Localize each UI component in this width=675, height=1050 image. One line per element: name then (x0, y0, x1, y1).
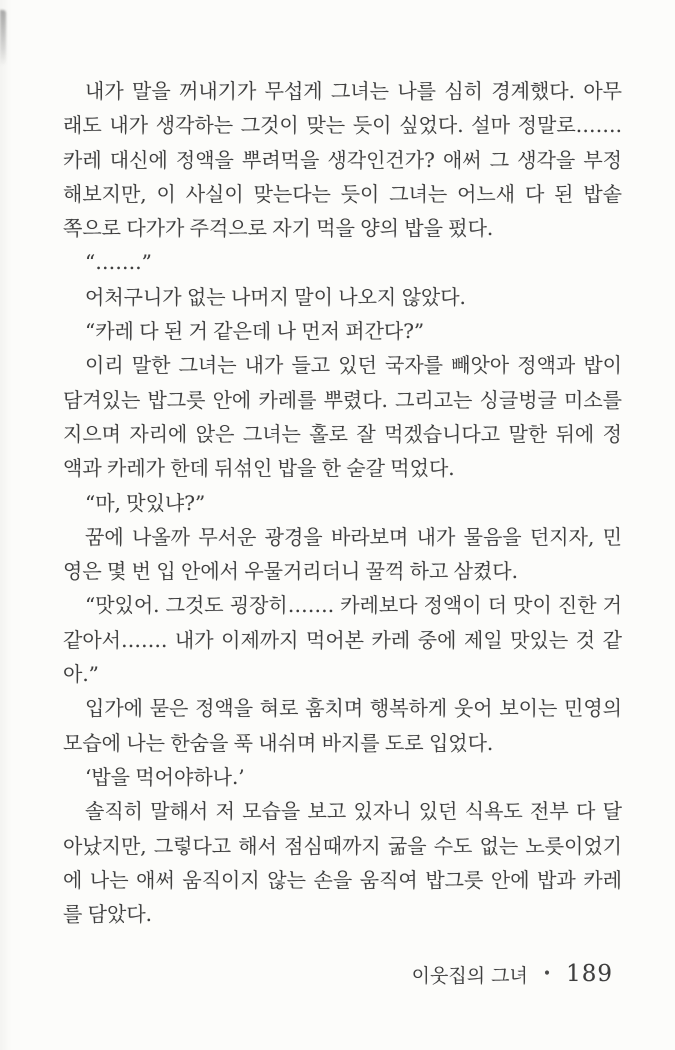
text-line: 모습에 나는 한숨을 푹 내쉬며 바지를 도로 입었다. (63, 730, 494, 755)
text-line: “맛있어. 그것도 굉장히……. 카레보다 정액이 더 맛이 진한 거 (85, 593, 622, 618)
text-line: 내가 말을 꺼내기가 무섭게 그녀는 나를 심히 경계했다. 아무 (85, 79, 622, 103)
text-line: 에 나는 애써 움직이지 않는 손을 움직여 밥그릇 안에 밥과 카레 (63, 867, 622, 892)
text-line: 어처구니가 없는 나머지 말이 나오지 않았다. (85, 284, 466, 309)
text-line: “카레 다 된 거 같은데 나 먼저 퍼간다?” (85, 319, 425, 344)
scan-edge-shading (0, 0, 12, 1050)
text-line: 입가에 묻은 정액을 혀로 훔치며 행복하게 웃어 보이는 민영의 (85, 696, 622, 721)
text-line: 같아서……. 내가 이제까지 먹어본 카레 중에 제일 맛있는 것 같 (63, 627, 622, 652)
text-line: 쪽으로 다가가 주걱으로 자기 먹을 양의 밥을 펐다. (63, 216, 494, 241)
text-line: 래도 내가 생각하는 그것이 맞는 듯이 싶었다. 설마 정말로……. (63, 113, 622, 138)
text-line: 아났지만, 그렇다고 해서 점심때까지 굶을 수도 없는 노릇이었기 (63, 833, 622, 858)
text-line: 꿈에 나올까 무서운 광경을 바라보며 내가 물음을 던지자, 민 (85, 524, 622, 549)
text-line: 액과 카레가 한데 뒤섞인 밥을 한 숟갈 먹었다. (63, 456, 455, 481)
scan-edge-mark (0, 10, 6, 66)
text-line: “마, 맛있냐?” (85, 490, 206, 515)
text-line: 지으며 자리에 앉은 그녀는 홀로 잘 먹겠습니다고 말한 뒤에 정 (63, 421, 622, 446)
text-line: 아.” (63, 662, 99, 687)
text-line: 영은 몇 번 입 안에서 우물거리더니 꿀꺽 하고 삼켰다. (63, 559, 518, 584)
running-title: 이웃집의 그녀 (411, 964, 528, 987)
text-line: 카레 대신에 정액을 뿌려먹을 생각인건가? 애써 그 생각을 부정 (63, 147, 622, 172)
text-line: 를 담았다. (63, 902, 152, 927)
text-line: ‘밥을 먹어야하나.’ (85, 764, 245, 789)
text-line: 솔직히 말해서 저 모습을 보고 있자니 있던 식욕도 전부 다 달 (85, 799, 622, 824)
page-text (63, 74, 622, 931)
text-line: “…….” (85, 250, 152, 275)
separator-dot: • (542, 966, 552, 982)
text-line: 이리 말한 그녀는 내가 들고 있던 국자를 빼앗아 정액과 밥이 (85, 353, 622, 378)
page-footer (412, 956, 613, 992)
text-line: 해보지만, 이 사실이 맞는다는 듯이 그녀는 어느새 다 된 밥솥 (63, 181, 622, 206)
page-number: 189 (566, 961, 613, 987)
text-line: 담겨있는 밥그릇 안에 카레를 뿌렸다. 그리고는 싱글벙글 미소를 (63, 387, 622, 412)
